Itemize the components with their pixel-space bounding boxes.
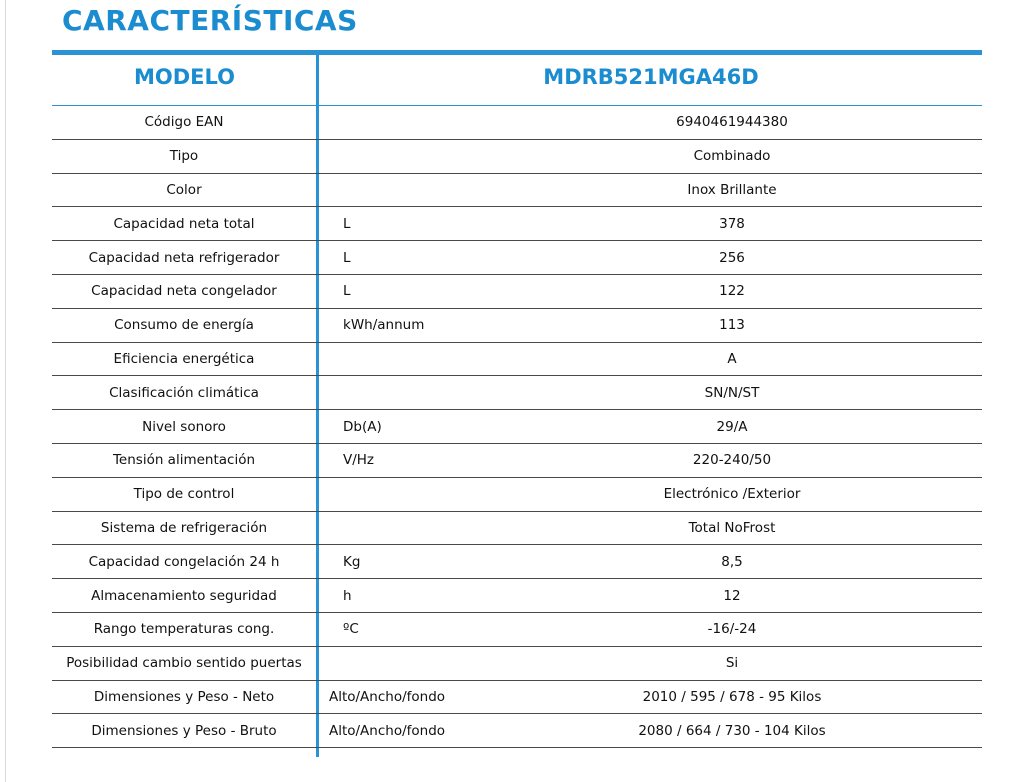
spec-unit: kWh/annum xyxy=(343,317,425,334)
spec-value: -16/-24 xyxy=(707,621,757,638)
spec-name: Tensión alimentación xyxy=(112,452,256,469)
model-label: MODELO xyxy=(133,65,235,89)
page-title: CARACTERÍSTICAS xyxy=(62,4,358,37)
spec-unit: Alto/Ancho/fondo xyxy=(328,688,446,705)
spec-value: 122 xyxy=(719,283,745,300)
spec-name: Tipo xyxy=(169,148,199,165)
spec-value: Electrónico /Exterior xyxy=(663,486,801,503)
spec-unit xyxy=(343,140,463,173)
spec-value: A xyxy=(727,350,737,367)
spec-name: Nivel sonoro xyxy=(142,418,226,435)
spec-unit: ºC xyxy=(343,621,359,638)
table-row xyxy=(52,275,982,309)
spec-unit: h xyxy=(343,587,352,604)
spec-unit xyxy=(343,376,463,409)
spec-value: 378 xyxy=(719,215,745,232)
spec-name: Capacidad congelación 24 h xyxy=(88,553,280,570)
spec-unit xyxy=(343,174,463,207)
spec-name: Tipo de control xyxy=(133,486,235,503)
spec-name: Clasificación climática xyxy=(109,384,259,401)
spec-unit xyxy=(343,647,463,680)
table-row xyxy=(52,343,982,377)
spec-name: Eficiencia energética xyxy=(113,350,255,367)
spec-value: 256 xyxy=(719,249,745,266)
spec-name: Código EAN xyxy=(144,114,224,131)
table-row xyxy=(52,376,982,410)
table-row xyxy=(52,613,982,647)
spec-name: Color xyxy=(166,181,202,198)
spec-name: Almacenamiento seguridad xyxy=(91,587,277,604)
table-row xyxy=(52,207,982,241)
spec-value: 2010 / 595 / 678 - 95 Kilos xyxy=(642,688,822,705)
spec-name: Rango temperaturas cong. xyxy=(93,621,275,638)
spec-unit xyxy=(343,512,463,545)
spec-value: Si xyxy=(725,655,739,672)
spec-name: Capacidad neta congelador xyxy=(91,283,277,300)
spec-unit: Alto/Ancho/fondo xyxy=(328,722,446,739)
spec-name: Dimensiones y Peso - Bruto xyxy=(91,722,277,739)
spec-value: 220-240/50 xyxy=(692,452,772,469)
spec-unit xyxy=(343,478,463,511)
table-row xyxy=(52,681,982,715)
table-row xyxy=(52,647,982,681)
spec-value: Combinado xyxy=(693,148,771,165)
spec-unit: V/Hz xyxy=(343,452,375,469)
spec-value: 113 xyxy=(719,317,745,334)
spec-name: Consumo de energía xyxy=(114,317,254,334)
spec-name: Capacidad neta total xyxy=(113,215,255,232)
table-row xyxy=(52,410,982,444)
spec-value: 2080 / 664 / 730 - 104 Kilos xyxy=(638,722,826,739)
table-row xyxy=(52,512,982,546)
spec-value: Total NoFrost xyxy=(688,519,776,536)
spec-name: Posibilidad cambio sentido puertas xyxy=(66,655,302,672)
spec-unit: L xyxy=(343,215,351,232)
spec-table xyxy=(52,106,982,748)
spec-unit xyxy=(343,343,463,376)
table-row xyxy=(52,309,982,343)
spec-value: 6940461944380 xyxy=(676,114,788,131)
spec-name: Sistema de refrigeración xyxy=(100,519,268,536)
table-row xyxy=(52,579,982,613)
table-row xyxy=(52,444,982,478)
spec-name: Dimensiones y Peso - Neto xyxy=(93,688,275,705)
spec-value: SN/N/ST xyxy=(704,384,760,401)
table-header-row xyxy=(52,55,982,106)
spec-name: Capacidad neta refrigerador xyxy=(88,249,280,266)
spec-value: 8,5 xyxy=(721,553,743,570)
page-edge-line xyxy=(5,0,6,782)
table-row xyxy=(52,106,982,140)
spec-value: 29/A xyxy=(716,418,748,435)
spec-unit xyxy=(343,106,463,139)
spec-value: 12 xyxy=(723,587,741,604)
spec-value: Inox Brillante xyxy=(687,181,777,198)
spec-unit: Db(A) xyxy=(343,418,382,435)
table-row xyxy=(52,714,982,748)
model-value: MDRB521MGA46D xyxy=(543,65,759,89)
table-row xyxy=(52,478,982,512)
table-row xyxy=(52,545,982,579)
spec-unit: L xyxy=(343,283,351,300)
table-row xyxy=(52,174,982,208)
table-row xyxy=(52,140,982,174)
table-row xyxy=(52,241,982,275)
spec-unit: Kg xyxy=(343,553,361,570)
spec-unit: L xyxy=(343,249,351,266)
